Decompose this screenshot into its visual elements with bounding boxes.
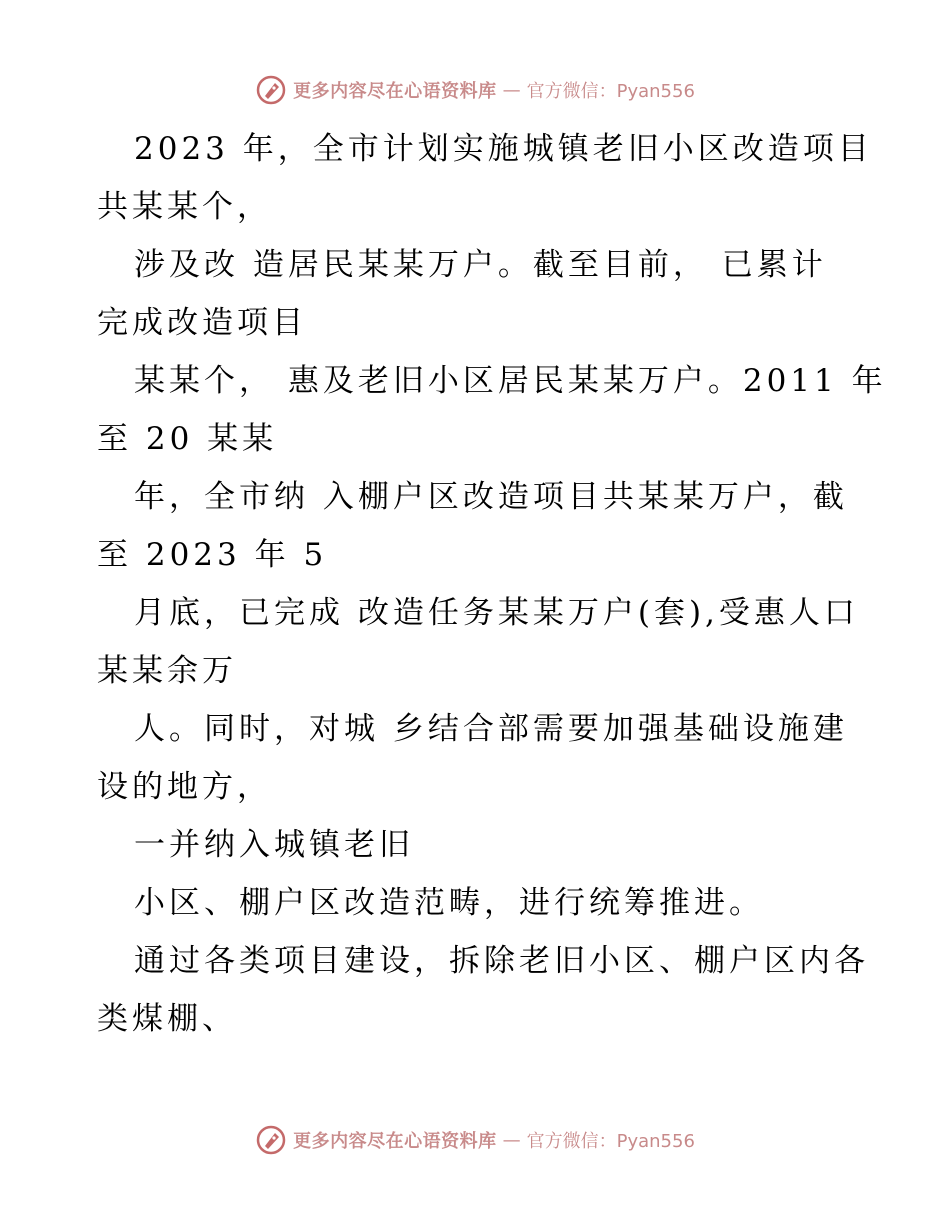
body-line: 设的地方， bbox=[97, 769, 272, 805]
body-line: 小区、棚户区改造范畴，进行统筹推进。 bbox=[134, 885, 764, 921]
body-line: 人。同时，对城 乡结合部需要加强基础设施建 bbox=[134, 711, 848, 747]
watermark-separator: — bbox=[502, 1129, 521, 1151]
watermark-separator: — bbox=[502, 79, 521, 101]
body-line: 某某余万 bbox=[97, 653, 237, 689]
footer-watermark bbox=[0, 1120, 950, 1160]
body-line: 一并纳入城镇老旧 bbox=[134, 827, 414, 863]
pen-nib-logo-icon bbox=[255, 1124, 287, 1156]
watermark-suffix: 官方微信：Pyan556 bbox=[526, 1131, 695, 1152]
body-line: 月底，已完成 改造任务某某万户(套),受惠人口 bbox=[134, 595, 859, 631]
body-line: 至 20 某某 bbox=[97, 421, 278, 457]
watermark-text: 更多内容尽在心语资料库 bbox=[293, 81, 497, 102]
body-line: 通过各类项目建设，拆除老旧小区、棚户区内各 bbox=[134, 943, 869, 979]
body-line: 2023 年，全市计划实施城镇老旧小区改造项目 bbox=[134, 131, 873, 167]
body-line: 完成改造项目 bbox=[97, 305, 307, 341]
pen-nib-logo-icon bbox=[255, 74, 287, 106]
body-line: 年，全市纳 入棚户区改造项目共某某万户，截 bbox=[134, 479, 848, 515]
body-line: 共某某个， bbox=[97, 189, 272, 225]
body-line: 类煤棚、 bbox=[97, 1001, 237, 1037]
watermark-suffix: 官方微信：Pyan556 bbox=[526, 81, 695, 102]
header-watermark bbox=[0, 70, 950, 110]
watermark-text: 更多内容尽在心语资料库 bbox=[293, 1131, 497, 1152]
body-line: 涉及改 造居民某某万户。截至目前， 已累计 bbox=[134, 247, 827, 283]
body-line: 至 2023 年 5 bbox=[97, 537, 328, 573]
body-line: 某某个， 惠及老旧小区居民某某万户。2011 年 bbox=[134, 363, 887, 399]
